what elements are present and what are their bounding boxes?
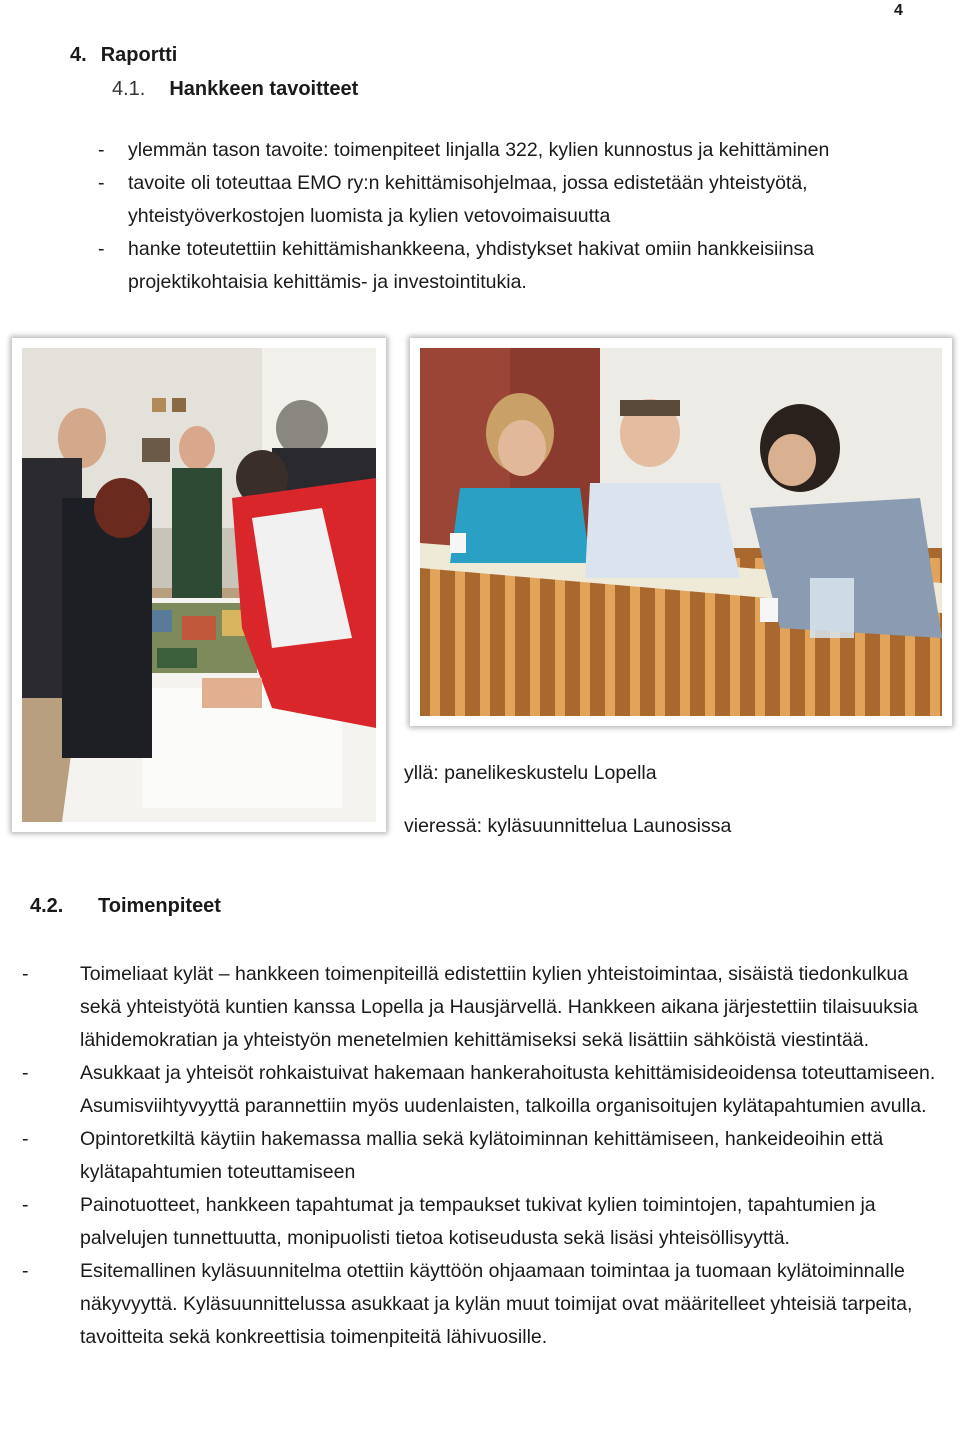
section-heading xyxy=(70,44,177,67)
subsection-number: 4.1. xyxy=(112,78,146,100)
list-item: - Esitemallinen kyläsuunnitelma otettiin käyttöön ohjaamaan toimintaa ja tuomaan kylätoiminnalle näkyvyyttä. Kyläsuunnittelussa asukkaat ja kylän muut toimijat ovat määritelleet yhteisiä tarpeita, tavoitteita sekä konkreettisia toimenpiteitä lähivuosille. xyxy=(22,1260,913,1348)
photo-caption-above: yllä: panelikeskustelu Lopella xyxy=(404,762,657,784)
subsection-heading-goals xyxy=(112,78,358,101)
panel-discussion-photo xyxy=(410,338,952,726)
page-number: 4 xyxy=(894,2,903,19)
goals-list xyxy=(98,134,938,299)
list-item: - Painotuotteet, hankkeen tapahtumat ja tempaukset tukivat kylien toimintojen, tapahtumien ja palvelujen tunnettuutta, monipuolisti tietoa kotiseudusta sekä lisäsi yhteisöllisyyttä. xyxy=(22,1194,876,1249)
list-item: - Asukkaat ja yhteisöt rohkaistuivat hakemaan hankerahoitusta kehittämisideoidensa toteuttamiseen. Asumisviihtyvyyttä parannettiin myös uudenlaisten, talkoilla organisoitujen kylätapahtumien avulla. xyxy=(22,1062,936,1117)
subsection-title: Toimenpiteet xyxy=(98,895,221,917)
list-item: - Opintoretkiltä käytiin hakemassa mallia sekä kylätoiminnan kehittämiseen, hankeideoihin että kylätapahtumien toteuttamiseen xyxy=(22,1128,884,1183)
village-planning-photo xyxy=(12,338,386,832)
section-number: 4. xyxy=(70,44,87,66)
list-item: - ylemmän tason tavoite: toimenpiteet linjalla 322, kylien kunnostus ja kehittäminen xyxy=(98,139,830,161)
section-title: Raportti xyxy=(100,44,178,66)
actions-list xyxy=(22,958,942,1354)
list-item: - tavoite oli toteuttaa EMO ry:n kehittämisohjelmaa, jossa edistetään yhteistyötä, yhteistyöverkostojen luomista ja kylien vetovoimaisuutta xyxy=(98,172,808,227)
list-item: - hanke toteutettiin kehittämishankkeena, yhdistykset hakivat omiin hankkeisiinsa projektikohtaisia kehittämis- ja investointitukia. xyxy=(98,238,815,293)
subsection-heading-actions xyxy=(30,895,221,918)
subsection-title: Hankkeen tavoitteet xyxy=(169,78,359,100)
subsection-number: 4.2. xyxy=(30,895,64,917)
village-planning-illustration xyxy=(22,348,376,822)
list-item: - Toimeliaat kylät – hankkeen toimenpiteillä edistettiin kylien yhteistoimintaa, sisäistä tiedonkulkua sekä yhteistyötä kuntien kanssa Lopella ja Hausjärvellä. Hankkeen aikana järjestettiin tilaisuuksia lähidemokratian ja yhteistyön menetelmien kehittämiseksi sekä lisättiin sähköistä viestintää. xyxy=(22,963,918,1051)
panel-discussion-illustration xyxy=(420,348,942,716)
photo-caption-beside: vieressä: kyläsuunnittelua Launosissa xyxy=(404,815,732,837)
